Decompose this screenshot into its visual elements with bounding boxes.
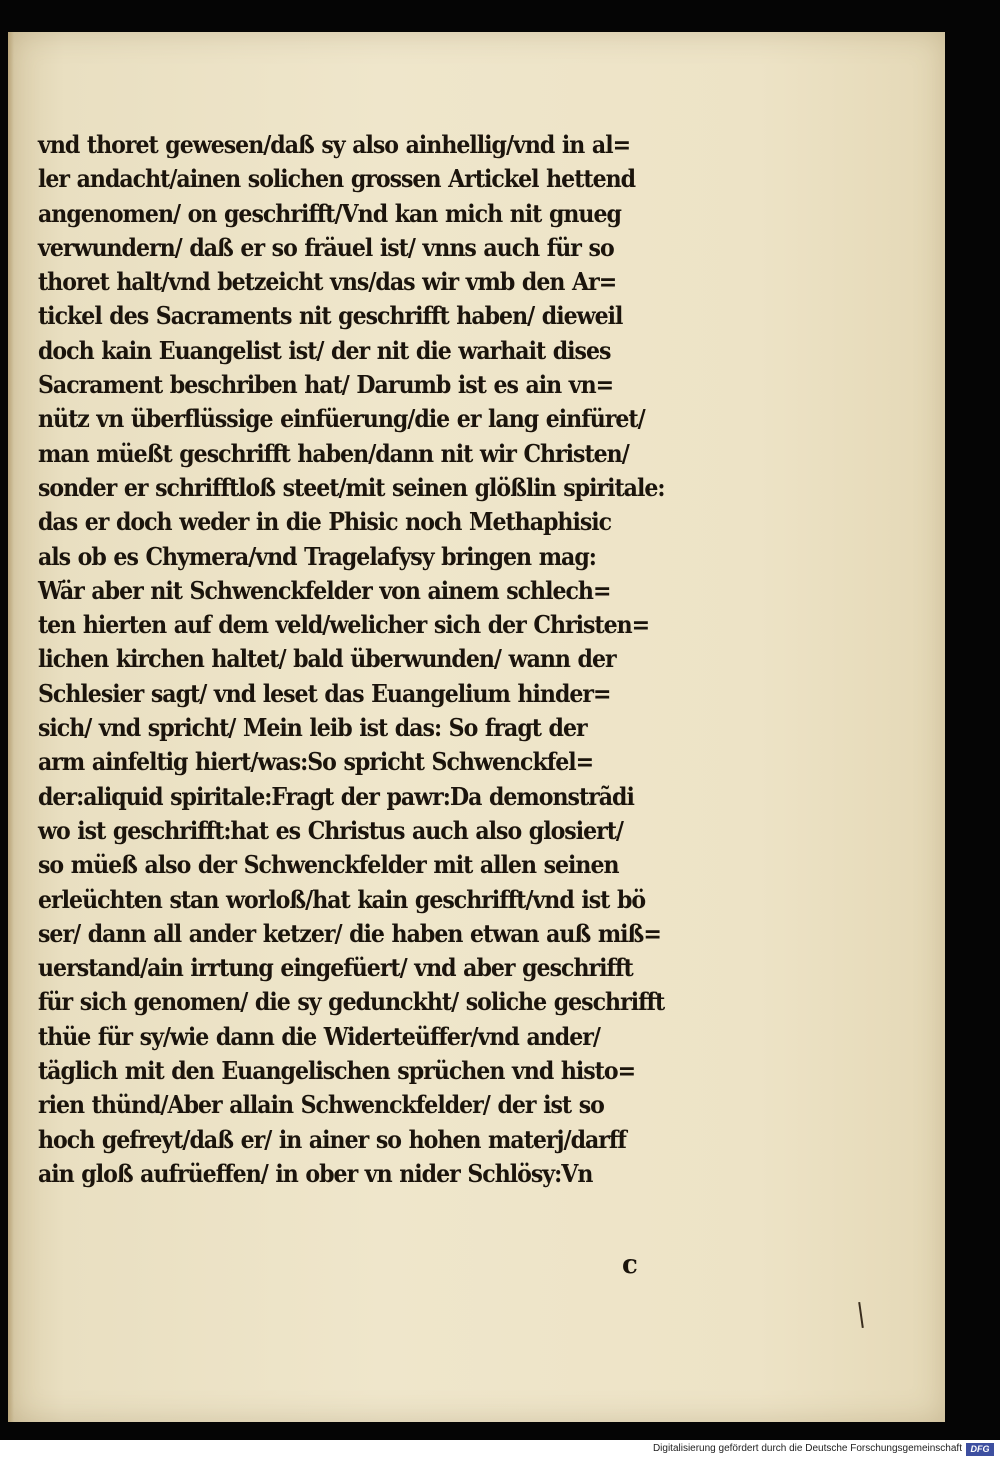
text-line: Schlesier sagt/ vnd leset das Euangelium hinder= <box>38 678 611 708</box>
text-line: ten hierten auf dem veld/welicher sich der Christen= <box>38 610 650 640</box>
text-line: ser/ dann all ander ketzer/ die haben etwan auß miß= <box>38 918 661 948</box>
text-line: vnd thoret gewesen/daß sy also ainhellig/vnd in al= <box>38 130 631 159</box>
text-line: ler andacht/ainen solichen grossen Artickel hettend <box>38 164 636 194</box>
page-text-block <box>38 128 738 1191</box>
text-line: arm ainfeltig hiert/was:So spricht Schwenckfel= <box>38 747 594 777</box>
text-line: erleüchten stan worloß/hat kain geschrifft/vnd ist bö <box>38 884 646 914</box>
dfg-logo-icon: DFG <box>966 1443 994 1456</box>
text-line: für sich genomen/ die sy gedunckht/ soliche geschrifft <box>38 987 665 1017</box>
text-line: thüe für sy/wie dann die Widerteüffer/vnd ander/ <box>38 1021 600 1051</box>
text-line: uerstand/ain irrtung eingefüert/ vnd aber geschrifft <box>38 953 633 983</box>
text-line: täglich mit den Euangelischen sprüchen vnd histo= <box>38 1056 636 1086</box>
text-line: sonder er schrifftloß steet/mit seinen glößlin spiritale: <box>38 472 665 502</box>
footer-credit: Digitalisierung gefördert durch die Deutsche Forschungsgemeinschaft <box>652 1443 962 1454</box>
text-line: rien thünd/Aber allain Schwenckfelder/ der ist so <box>38 1090 604 1120</box>
text-line: so müeß also der Schwenckfelder mit allen seinen <box>38 850 619 880</box>
text-line: verwundern/ daß er so fräuel ist/ vnns auch für so <box>38 232 614 262</box>
book-page <box>8 32 945 1422</box>
margin-stroke <box>858 1302 864 1328</box>
signature-mark: c <box>622 1250 638 1280</box>
text-line: der:aliquid spiritale:Fragt der pawr:Da demonstrãdi <box>38 781 634 811</box>
text-line: lichen kirchen haltet/ bald überwunden/ wann der <box>38 644 616 674</box>
text-line: doch kain Euangelist ist/ der nit die warhait dises <box>38 335 611 365</box>
text-line: sich/ vnd spricht/ Mein leib ist das: So fragt der <box>38 713 587 743</box>
text-line: angenomen/ on geschrifft/Vnd kan mich nit gnueg <box>38 198 621 228</box>
page-gutter-shadow <box>8 32 14 1422</box>
text-line: wo ist geschrifft:hat es Christus auch also glosiert/ <box>38 815 623 845</box>
text-line: ain gloß aufrüeffen/ in ober vn nider Schlösy:Vn <box>38 1158 593 1188</box>
text-line: Wär aber nit Schwenckfelder von ainem schlech= <box>38 575 611 605</box>
text-line: nütz vn überflüssige einfüerung/die er lang einfüret/ <box>38 404 645 434</box>
footer-bar <box>0 1440 1000 1460</box>
text-line: als ob es Chymera/vnd Tragelafysy bringen mag: <box>38 541 596 571</box>
text-line: tickel des Sacraments nit geschrifft haben/ dieweil <box>38 301 623 331</box>
text-line: man müeßt geschrifft haben/dann nit wir Christen/ <box>38 438 629 468</box>
text-line: das er doch weder in die Phisic noch Methaphisic <box>38 507 612 537</box>
text-line: Sacrament beschriben hat/ Darumb ist es ain vn= <box>38 370 614 400</box>
text-line: thoret halt/vnd betzeicht vns/das wir vmb den Ar= <box>38 267 617 297</box>
text-line: hoch gefreyt/daß er/ in ainer so hohen materj/darff <box>38 1124 626 1154</box>
